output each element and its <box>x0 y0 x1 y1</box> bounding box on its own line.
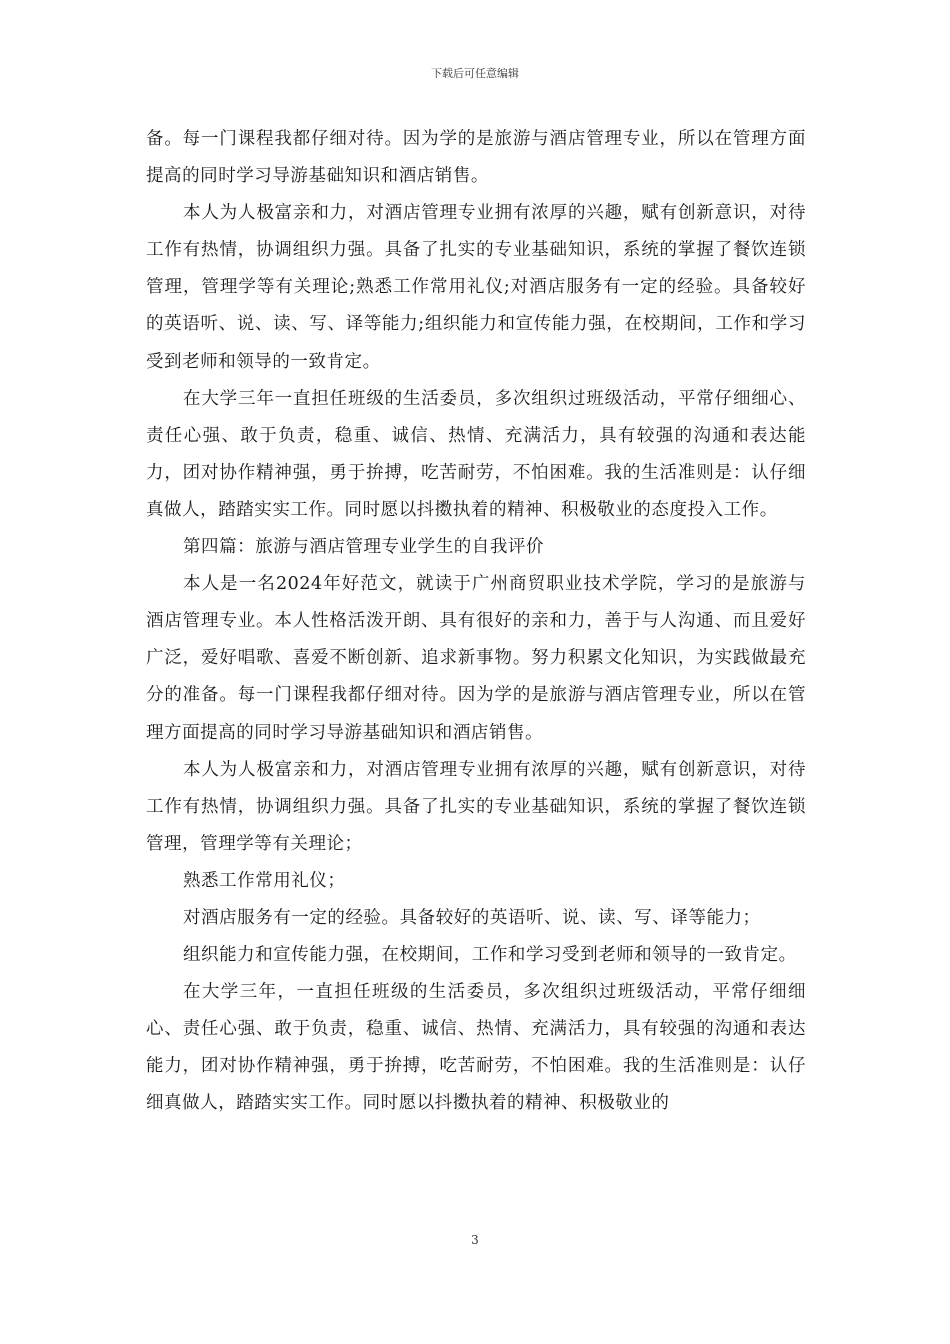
page-number: 3 <box>471 1233 479 1247</box>
page-header: 下载后可任意编辑 <box>431 67 519 80</box>
document-body <box>146 121 806 1123</box>
section-heading: 第四篇：旅游与酒店管理专业学生的自我评价 <box>183 537 544 558</box>
paragraph-experience-2: 在大学三年，一直担任班级的生活委员，多次组织过班级活动，平常仔细细心、责任心强、敢于负责，稳重、诚信、热情、充满活力，具有较强的沟通和表达能力，团对协作精神强，勇于拚搏，吃苦耐劳，不怕困难。我的生活准则是：认仔细真做人，踏踏实实工作。同时愿以抖擞执着的精神、积极敬业的 <box>146 982 806 1114</box>
paragraph-experience: 在大学三年一直担任班级的生活委员，多次组织过班级活动，平常仔细细心、责任心强、敢于负责，稳重、诚信、热情、充满活力，具有较强的沟通和表达能力，团对协作精神强，勇于拚搏，吃苦耐劳，不怕困难。我的生活准则是：认仔细真做人，踏踏实实工作。同时愿以抖擞执着的精神、积极敬业的态度投入工作。 <box>146 388 806 520</box>
paragraph-etiquette: 熟悉工作常用礼仪； <box>183 870 346 891</box>
paragraph-service: 对酒店服务有一定的经验。具备较好的英语听、说、读、写、译等能力； <box>183 907 761 928</box>
paragraph-organization: 组织能力和宣传能力强，在校期间，工作和学习受到老师和领导的一致肯定。 <box>183 945 797 966</box>
paragraph-continuation: 备。每一门课程我都仔细对待。因为学的是旅游与酒店管理专业，所以在管理方面提高的同时学习导游基础知识和酒店销售。 <box>146 129 806 187</box>
paragraph-personality-2: 本人为人极富亲和力，对酒店管理专业拥有浓厚的兴趣，赋有创新意识，对待工作有热情，协调组织力强。具备了扎实的专业基础知识，系统的掌握了餐饮连锁管理，管理学等有关理论； <box>146 759 806 854</box>
paragraph-personality: 本人为人极富亲和力，对酒店管理专业拥有浓厚的兴趣，赋有创新意识，对待工作有热情，协调组织力强。具备了扎实的专业基础知识，系统的掌握了餐饮连锁管理，管理学等有关理论;熟悉工作常用礼仪;对酒店服务有一定的经验。具备较好的英语听、说、读、写、译等能力;组织能力和宣传能力强，在校期间，工作和学习受到老师和领导的一致肯定。 <box>146 203 806 372</box>
paragraph-introduction: 本人是一名2024年好范文，就读于广州商贸职业技术学院，学习的是旅游与酒店管理专业。本人性格活泼开朗、具有很好的亲和力，善于与人沟通、而且爱好广泛，爱好唱歌、喜爱不断创新、追求新事物。努力积累文化知识，为实践做最充分的准备。每一门课程我都仔细对待。因为学的是旅游与酒店管理专业，所以在管理方面提高的同时学习导游基础知识和酒店销售。 <box>146 574 806 743</box>
